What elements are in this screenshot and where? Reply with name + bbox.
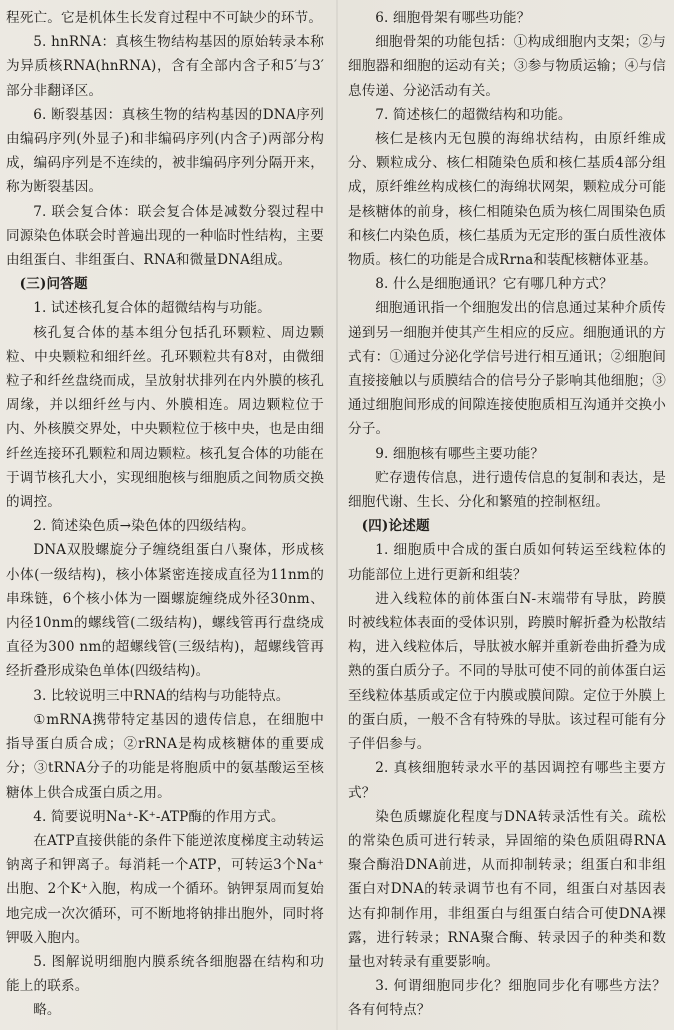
question: 3. 何谓细胞同步化？细胞同步化有哪些方法？各有何特点？ [348, 978, 666, 1019]
answer: ①mRNA携带特定基因的遗传信息，在细胞中指导蛋白质合成；②rRNA是构成核糖体的重要成分；③tRNA分子的功能是将胞质中的氨基酸运至核糖体上供合成蛋白质之用。 [6, 711, 324, 801]
section-heading-essay: (四)论述题 [361, 518, 430, 535]
answer: 细胞骨架的功能包括：①构成细胞内支架；②与细胞器和细胞的运动有关；③参与物质运输；④与信息传递、分泌活动有关。 [348, 34, 666, 99]
question: 8. 什么是细胞通讯？它有哪几种方式？ [375, 276, 613, 293]
answer: 染色质螺旋化程度与DNA转录活性有关。疏松的常染色质可进行转录，异固缩的染色质阻碍RNA聚合酶沿DNA前进，从而抑制转录；组蛋白和非组蛋白对DNA的转录调节也有不同，组蛋白对基因表达有抑制作用，非组蛋白与组蛋白结合可使DNA裸露，进行转录；RNA聚合酶、转录因子的种类和数量也对转录有重要影响。 [348, 808, 666, 970]
answer: DNA双股螺旋分子缠绕组蛋白八聚体，形成核小体(一级结构)，核小体紧密连接成直径为11nm的串珠链，6个核小体为一圈螺旋缠绕成外径30nm、内径10nm的螺线管(二级结构)，螺线管再行盘绕成直径为300 nm的超螺线管(三级结构)，超螺线管再经折叠形成染色单体(四级结构)。 [6, 542, 324, 680]
answer: 进入线粒体的前体蛋白N-末端带有导肽，跨膜时被线粒体表面的受体识别，跨膜时解折叠为松散结构，进入线粒体后，导肽被水解并重新卷曲折叠为成熟的蛋白质分子。不同的导肽可使不同的前体蛋白运至线粒体基质或定位于内膜或膜间隙。定位于外膜上的蛋白质，一般不含有特殊的导肽。该过程可能有分子伴侣参与。 [348, 590, 666, 753]
question: 6. 细胞骨架有哪些功能？ [375, 10, 531, 26]
question: 1. 试述核孔复合体的超微结构与功能。 [33, 300, 271, 317]
section-heading-qa: (三)问答题 [19, 276, 88, 293]
definition-split-gene: 6. 断裂基因：真核生物的结构基因的DNA序列由编码序列(外显子)和非编码序列(内含子)两部分构成，编码序列是不连续的，被非编码序列分隔开来，称为断裂基因。 [6, 106, 324, 196]
definition-hnrna: 5. hnRNA：真核生物结构基因的原始转录本称为异质核RNA(hnRNA)，含有全部内含子和5′与3′部分非翻译区。 [6, 34, 324, 99]
question: 3. 比较说明三中RNA的结构与功能特点。 [33, 687, 290, 704]
answer: 略。 [33, 1002, 61, 1019]
answer: 贮存遗传信息，进行遗传信息的复制和表达，是细胞代谢、生长、分化和繁殖的控制枢纽。 [348, 469, 666, 511]
answer: 核孔复合体的基本组分包括孔环颗粒、周边颗粒、中央颗粒和细纤丝。孔环颗粒共有8对，由微细粒子和纤丝盘绕而成，呈放射状排列在内外膜的核孔周缘，并以细纤丝与内、外膜相连。周边颗粒位于内、外核膜交界处，中央颗粒位于核中央，也是由细纤丝连接环孔颗粒和周边颗粒。核孔复合体的功能在于调节核孔大小，实现细胞核与细胞质之间物质交换的调控。 [6, 324, 324, 511]
answer: 细胞通讯指一个细胞发出的信息通过某种介质传递到另一细胞并使其产生相应的反应。细胞通讯的方式有：①通过分泌化学信号进行相互通讯；②细胞间直接接触以与质膜结合的信号分子影响其他细胞；③通过细胞间形成的间隙连接使胞质相互沟通并交换小分子。 [348, 300, 666, 438]
question: 2. 简述染色质→染色体的四级结构。 [33, 518, 255, 535]
left-column [6, 6, 324, 1023]
question: 4. 简要说明Na⁺-K⁺-ATP酶的作用方式。 [33, 808, 285, 825]
question: 9. 细胞核有哪些主要功能？ [375, 445, 545, 462]
question: 2. 真核细胞转录水平的基因调控有哪些主要方式？ [348, 760, 666, 801]
question: 5. 图解说明细胞内膜系统各细胞器在结构和功能上的联系。 [6, 953, 324, 995]
question: 1. 细胞质中合成的蛋白质如何转运至线粒体的功能部位上进行更新和组装？ [348, 542, 666, 583]
definition-synaptonemal-complex: 7. 联会复合体：联会复合体是减数分裂过程中同源染色体联会时普遍出现的一种临时性结构，主要由组蛋白、非组蛋白、RNA和微量DNA组成。 [6, 203, 324, 269]
page-gutter [336, 0, 338, 1030]
question: 7. 简述核仁的超微结构和功能。 [375, 106, 572, 123]
paragraph: 程死亡。它是机体生长发育过程中不可缺少的环节。 [6, 10, 323, 26]
answer: 核仁是核内无包膜的海绵状结构，由原纤维成分、颗粒成分、核仁相随染色质和核仁基质4部分组成，原纤维丝构成核仁的海绵状网架，颗粒成分可能是核糖体的前身，核仁相随染色质为核仁周围染色质和核仁内染色质，核仁基质为无定形的蛋白质性液体物质。核仁的功能是合成Rrna和装配核糖体亚基。 [348, 131, 666, 269]
answer: 在ATP直接供能的条件下能逆浓度梯度主动转运钠离子和钾离子。每消耗一个ATP，可转运3个Na⁺出胞、2个K⁺入胞，构成一个循环。钠钾泵周而复始地完成一次次循环，可不断地将钠排出胞外，同时将钾吸入胞内。 [6, 832, 324, 946]
right-column [348, 6, 666, 1023]
